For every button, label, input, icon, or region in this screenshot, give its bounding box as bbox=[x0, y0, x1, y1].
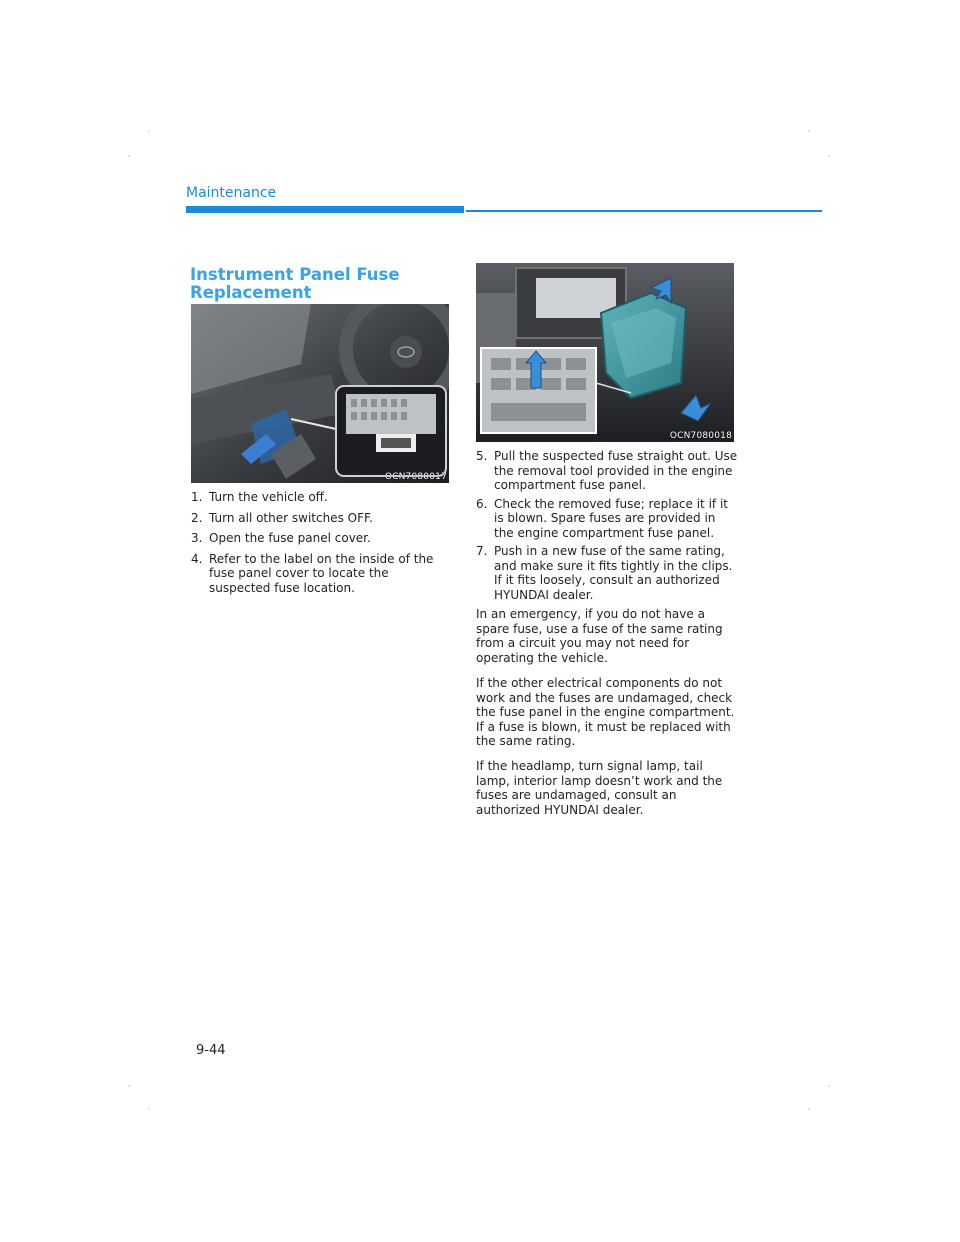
step-number: 1. bbox=[191, 490, 203, 504]
step-text: Turn the vehicle off. bbox=[209, 490, 328, 504]
step-number: 6. bbox=[476, 496, 488, 511]
crop-mark bbox=[128, 155, 130, 157]
figure-interior-fuse-panel bbox=[191, 304, 449, 483]
crop-mark bbox=[828, 155, 830, 157]
step-text: Open the fuse panel cover. bbox=[209, 531, 371, 545]
step-text: Turn all other switches OFF. bbox=[209, 510, 373, 525]
crop-mark bbox=[828, 1085, 830, 1087]
crop-mark bbox=[148, 130, 150, 132]
header-rule-thin bbox=[466, 210, 822, 212]
step-item bbox=[476, 497, 738, 541]
interior-fuse-panel-illustration bbox=[191, 304, 449, 483]
step-number: 4. bbox=[191, 551, 203, 566]
crop-mark bbox=[808, 130, 810, 132]
paragraph-dealer: If the headlamp, turn signal lamp, tail lamp, interior lamp doesn’t work and the fuses are undamaged, consult an authorized HYUNDAI dealer. bbox=[476, 759, 723, 817]
heading-line-2: Replacement bbox=[190, 283, 312, 302]
step-item bbox=[476, 449, 738, 493]
page-number: 9-44 bbox=[196, 1043, 226, 1058]
step-item bbox=[191, 531, 449, 546]
step-text: Pull the suspected fuse straight out. Use the removal tool provided in the engine compartment fuse panel. bbox=[494, 449, 738, 492]
figure-code-1: OCN7080017 bbox=[384, 472, 447, 482]
paragraph-emergency: In an emergency, if you do not have a spare fuse, use a fuse of the same rating from a circuit you may not need for operating the vehicle. bbox=[476, 607, 723, 665]
engine-fuse-panel-illustration bbox=[476, 263, 734, 442]
figure-engine-fuse-panel bbox=[476, 263, 734, 442]
step-text: Check the removed fuse; replace it if it is blown. Spare fuses are provided in the engine compartment fuse panel. bbox=[494, 496, 728, 540]
paragraph-engine-panel: If the other electrical components do not work and the fuses are undamaged, check the fuse panel in the engine compartment. If a fuse is blown, it must be replaced with the same rating. bbox=[476, 676, 735, 748]
steps-list-right bbox=[476, 449, 738, 606]
step-number: 2. bbox=[191, 510, 203, 525]
crop-mark bbox=[128, 1085, 130, 1087]
step-item bbox=[191, 490, 449, 505]
step-number: 3. bbox=[191, 531, 203, 545]
step-number: 7. bbox=[476, 544, 488, 558]
step-text: Refer to the label on the inside of the fuse panel cover to locate the suspected fuse location. bbox=[209, 551, 434, 595]
step-item bbox=[191, 511, 449, 526]
page-heading bbox=[190, 266, 450, 302]
step-item bbox=[476, 544, 738, 602]
heading-line-1: Instrument Panel Fuse bbox=[190, 265, 400, 284]
step-text: Push in a new fuse of the same rating, and make sure it fits tightly in the clips. If it fits loosely, consult an authorized HYUNDAI dealer. bbox=[494, 544, 733, 602]
figure-code-2: OCN7080018 bbox=[669, 431, 732, 441]
header-rule-thick bbox=[186, 206, 464, 213]
section-title: Maintenance bbox=[186, 185, 277, 201]
steps-list-left bbox=[191, 490, 449, 601]
crop-mark bbox=[148, 1108, 150, 1110]
step-number: 5. bbox=[476, 449, 488, 463]
crop-mark bbox=[808, 1108, 810, 1110]
step-item bbox=[191, 552, 449, 596]
